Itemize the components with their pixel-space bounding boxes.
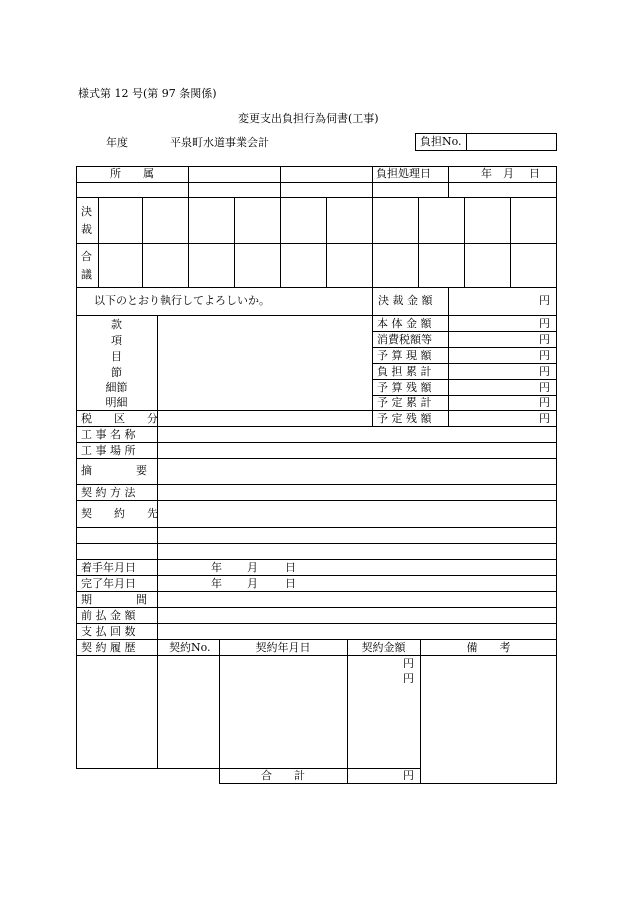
amount-yen: 円 <box>539 396 550 409</box>
affiliation-label: 所 属 <box>110 167 154 180</box>
row-line <box>76 591 557 592</box>
row-line <box>76 623 557 624</box>
burden-date-year: 年 <box>481 167 492 180</box>
row-line <box>76 768 219 769</box>
contractor-label: 契 約 先 <box>81 507 158 520</box>
row-line <box>76 315 557 316</box>
budget-item-kou: 項 <box>111 334 122 347</box>
amount-yen: 円 <box>539 333 550 346</box>
amount-row-label: 予 算 現 額 <box>377 349 432 362</box>
decision-label-1: 決 <box>81 205 92 218</box>
col-line <box>219 656 220 784</box>
burden-date-label: 負担処理日 <box>376 167 431 180</box>
row-line <box>372 331 557 332</box>
row-line <box>76 607 557 608</box>
row-line <box>76 484 557 485</box>
completion-date-label: 完了年月日 <box>81 577 136 590</box>
org-name: 平泉町水道事業会計 <box>170 136 269 149</box>
col-line <box>280 166 281 197</box>
amount-row-label: 予 算 残 額 <box>377 381 432 394</box>
year-label: 年度 <box>106 136 128 149</box>
row-line <box>76 287 557 288</box>
completion-date-day: 日 <box>285 577 296 590</box>
total-yen: 円 <box>403 769 414 782</box>
start-date-label: 着手年月日 <box>81 561 136 574</box>
row-line <box>76 543 557 544</box>
col-line <box>280 197 281 287</box>
form-number: 様式第 12 号(第 97 条関係) <box>78 87 217 100</box>
col-line <box>448 287 449 426</box>
amount-row-label: 予 定 残 額 <box>377 412 432 425</box>
consult-label-1: 合 <box>81 250 92 263</box>
amount-yen: 円 <box>539 317 550 330</box>
col-line <box>98 197 99 287</box>
col-line <box>234 197 235 287</box>
start-date-year: 年 <box>211 561 222 574</box>
row-line <box>76 442 557 443</box>
amount-yen: 円 <box>539 365 550 378</box>
amount-yen: 円 <box>539 349 550 362</box>
row-line <box>372 363 557 364</box>
amount-row-label: 本 体 金 額 <box>377 317 432 330</box>
col-line <box>326 197 327 287</box>
row-line <box>372 347 557 348</box>
col-line <box>188 166 189 197</box>
construction-name-label: 工 事 名 称 <box>81 428 136 441</box>
contract-method-label: 契 約 方 法 <box>81 486 136 499</box>
col-line <box>372 166 373 197</box>
budget-item-setsu: 節 <box>111 366 122 379</box>
decision-amount-label: 決 裁 金 額 <box>378 294 433 307</box>
row-line <box>76 243 557 244</box>
start-date-month: 月 <box>247 561 258 574</box>
row-line <box>76 559 557 560</box>
col-line <box>372 287 373 426</box>
history-amount-yen: 円 <box>403 672 414 685</box>
col-line <box>188 197 189 287</box>
history-contract-date-header: 契約年月日 <box>255 641 311 654</box>
col-line <box>448 166 449 197</box>
row-line <box>76 639 557 640</box>
total-label: 合 計 <box>261 769 305 782</box>
main-form-frame <box>76 166 557 656</box>
row-line <box>219 783 557 784</box>
period-label: 期 間 <box>81 593 147 606</box>
row-line <box>76 197 557 198</box>
advance-payment-label: 前 払 金 額 <box>81 609 136 622</box>
budget-item-saisetsu: 細節 <box>105 381 128 394</box>
amount-yen: 円 <box>539 381 550 394</box>
row-line <box>76 527 557 528</box>
budget-item-moku: 目 <box>111 350 122 363</box>
payment-count-label: 支 払 回 数 <box>81 625 136 638</box>
burden-no-field[interactable] <box>468 135 555 149</box>
form-title: 変更支出負担行為伺書(工事) <box>238 112 379 125</box>
contract-history-label: 契 約 履 歴 <box>81 641 136 654</box>
burden-no-divider <box>466 133 467 151</box>
consult-label-2: 議 <box>81 268 92 281</box>
history-amount-yen: 円 <box>403 657 414 670</box>
decision-label-2: 裁 <box>81 223 92 236</box>
completion-date-year: 年 <box>211 577 222 590</box>
amount-row-label: 消費税額等 <box>377 333 432 346</box>
construction-site-label: 工 事 場 所 <box>81 444 136 457</box>
burden-date-day: 日 <box>529 167 540 180</box>
amount-row-label: 負 担 累 計 <box>377 365 432 378</box>
burden-no-label: 負担No. <box>420 135 462 148</box>
summary-label: 摘 要 <box>81 464 147 477</box>
col-line <box>556 656 557 784</box>
row-line <box>76 426 557 427</box>
col-line <box>157 656 158 769</box>
row-line <box>76 458 557 459</box>
amount-yen: 円 <box>539 412 550 425</box>
col-line <box>420 656 421 784</box>
col-line <box>510 197 511 287</box>
history-remarks-header: 備 考 <box>466 641 511 654</box>
tax-category-label: 税 区 分 <box>81 412 158 425</box>
history-contract-no-header: 契約No. <box>169 641 211 654</box>
row-line <box>76 500 557 501</box>
row-line <box>76 410 557 411</box>
history-contract-amount-header: 契約金額 <box>361 641 406 654</box>
col-line <box>157 315 158 656</box>
amount-row-label: 予 定 累 計 <box>377 396 432 409</box>
col-line <box>372 197 373 287</box>
row-line <box>372 379 557 380</box>
col-line <box>142 197 143 287</box>
start-date-day: 日 <box>285 561 296 574</box>
row-line <box>76 182 557 183</box>
burden-date-month: 月 <box>503 167 514 180</box>
col-line <box>418 197 419 287</box>
approval-text: 以下のとおり執行してよろしいか。 <box>94 294 270 307</box>
row-line <box>76 575 557 576</box>
completion-date-month: 月 <box>247 577 258 590</box>
decision-amount-yen: 円 <box>539 294 550 307</box>
col-line <box>76 656 77 769</box>
budget-item-meisai: 明細 <box>105 396 128 409</box>
budget-item-kan: 款 <box>111 318 122 331</box>
col-line <box>464 197 465 287</box>
